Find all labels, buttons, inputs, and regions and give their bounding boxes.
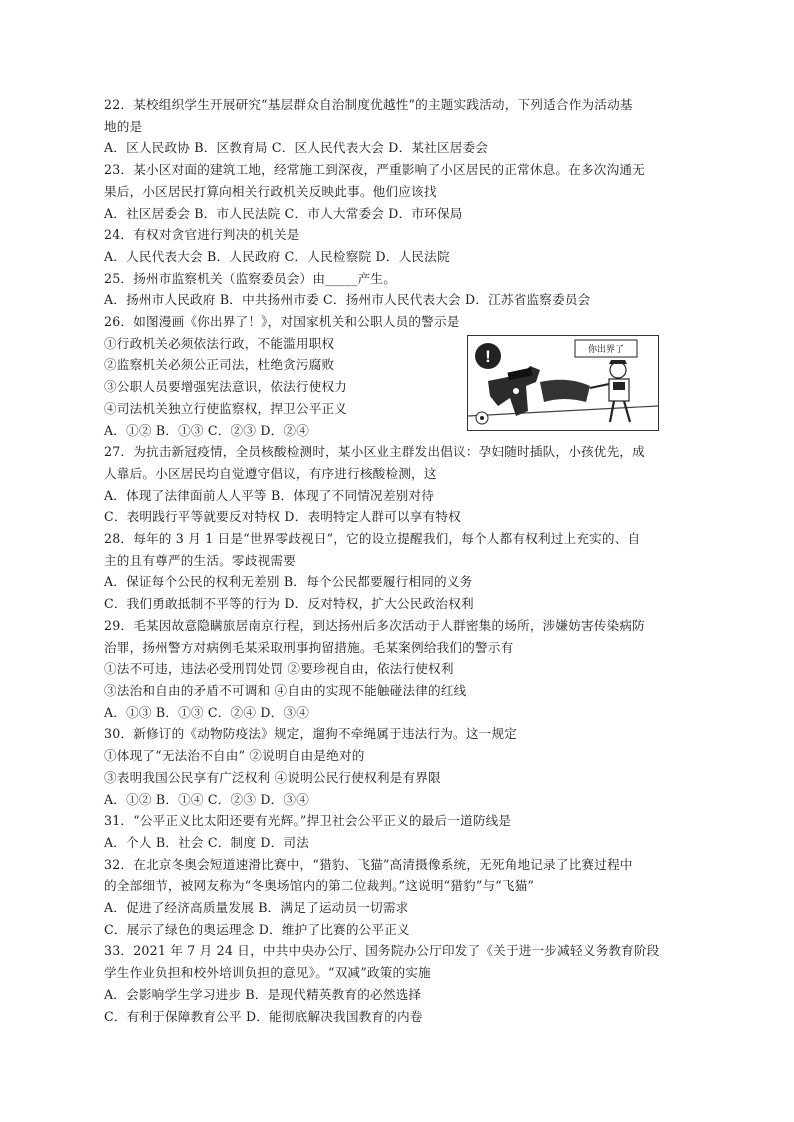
question-stem: 33．2021 年 7 月 24 日，中共中央办公厅、国务院办公厅印发了《关于进一步减轻义务教育阶段 (104, 943, 660, 959)
question-block (104, 810, 694, 853)
question-line: 的全部细节，被网友称为“冬奥场馆内的第二位裁判。”这说明“猎豹”与“飞猫” (104, 878, 535, 894)
question-stem: 26．如图漫画《你出界了！》，对国家机关和公职人员的警示是 (104, 314, 460, 330)
question-stem: 24．有权对贪官进行判决的机关是 (104, 227, 300, 243)
question-line: A．①② B．①④ C．②③ D．③④ (104, 791, 310, 807)
question-stem: 25．扬州市监察机关（监察委员会）由_____产生。 (104, 270, 396, 286)
question-line: 治罪，扬州警方对病例毛某采取刑事拘留措施。毛某案例给我们的警示有 (104, 639, 514, 655)
question-line: A．个人 B．社会 C．制度 D．司法 (104, 834, 310, 850)
question-stem: 30．新修订的《动物防疫法》规定，遛狗不牵绳属于违法行为。这一规定 (104, 726, 518, 742)
question-line: 地的是 (104, 118, 143, 134)
referee-leg-left (610, 401, 614, 422)
question-line: ①体现了“无法治不自由” ②说明自由是绝对的 (104, 748, 365, 764)
question-line: ③表明我国公民享有广泛权利 ④说明公民行使权利是有界限 (104, 769, 441, 785)
question-block (104, 94, 694, 159)
question-stem: 27．为抗击新冠疫情，全员核酸检测时，某小区业主群发出倡议：孕妇随时插队，小孩优先，成 (104, 444, 645, 460)
question-line: 主的且有尊严的生活。零歧视需要 (104, 552, 296, 568)
boundary-line (468, 406, 658, 416)
question-block (104, 854, 694, 941)
referee-head (610, 362, 626, 378)
question-block (104, 940, 694, 1027)
question-line: A．保证每个公民的权利无差别 B．每个公民都要履行相同的义务 (104, 574, 473, 590)
question-line: ①法不可违，违法必受刑罚处罚 ②要珍视自由，依法行使权利 (104, 661, 454, 677)
question-line: A．体现了法律面前人人平等 B．体现了不同情况差别对待 (104, 487, 435, 503)
question-line: A．①② B．①③ C．②③ D．②④ (104, 422, 310, 438)
question-line: ①行政机关必须依法行政，不能滥用职权 (104, 335, 335, 351)
official-eye (513, 388, 519, 394)
question-stem: 32．在北京冬奥会短道速滑比赛中，“猎豹、飞猫”高清摄像系统，无死角地记录了比赛过程中 (104, 856, 633, 872)
question-line: ④司法机关独立行使监察权，捍卫公平正义 (104, 400, 348, 416)
question-stem: 28．每年的 3 月 1 日是“世界零歧视日”，它的设立提醒我们，每个人都有权利过上充实的、自 (104, 531, 641, 547)
question-line: ②监察机关必须公正司法，杜绝贪污腐败 (104, 357, 335, 373)
question-line: A．区人民政协 B．区教育局 C．区人民代表大会 D．某社区居委会 (104, 140, 489, 156)
question-line: ③法治和自由的矛盾不可调和 ④自由的实现不能触碰法律的红线 (104, 682, 467, 698)
question-stem: 22．某校组织学生开展研究“基层群众自治制度优越性”的主题实践活动，下列适合作为活动基 (104, 97, 633, 112)
cartoon-you-are-out-of-bounds (467, 335, 659, 431)
referee-arm (590, 384, 609, 388)
question-block (104, 441, 694, 528)
question-block (104, 528, 694, 615)
question-block (104, 268, 694, 311)
exclaim-mark: ! (485, 347, 491, 366)
question-line: 人靠后。小区居民均自觉遵守倡议，有序进行核酸检测，这 (104, 465, 437, 481)
question-line: A．①③ B．①③ C．②④ D．③④ (104, 704, 310, 720)
question-block (104, 159, 694, 224)
penalty-cloth (540, 380, 590, 402)
question-line: 果后，小区居民打算向相关行政机关反映此事。他们应该找 (104, 183, 437, 199)
question-stem: 31．“公平正义比太阳还要有光辉。”捍卫社会公平正义的最后一道防线是 (104, 813, 512, 829)
question-line: ③公职人员要增强宪法意识，依法行使权力 (104, 379, 348, 395)
caption-text: 你出界了 (587, 345, 625, 355)
question-stem: 29．毛某因故意隐瞒旅居南京行程，到达扬州后多次活动于人群密集的场所，涉嫌妨害传染病防 (104, 617, 645, 633)
question-stem: 23．某小区对面的建筑工地，经常施工到深夜，严重影响了小区居民的正常休息。在多次沟通无 (104, 162, 645, 178)
question-line: A．促进了经济高质量发展 B．满足了运动员一切需求 (104, 900, 409, 916)
question-block (104, 224, 694, 267)
question-line: A．人民代表大会 B．人民政府 C．人民检察院 D．人民法院 (104, 248, 450, 264)
question-line: 学生作业负担和校外培训负担的意见》。“双减”政策的实施 (104, 965, 431, 981)
question-line: C．展示了绿色的奥运理念 D．维护了比赛的公平正义 (104, 921, 410, 937)
question-block (104, 615, 694, 724)
referee-leg-right (624, 401, 630, 422)
question-line: A．会影响学生学习进步 B．是现代精英教育的必然选择 (104, 986, 422, 1002)
question-line: C．我们勇敢抵制不平等的行为 D．反对特权，扩大公民政治权利 (104, 596, 474, 612)
exam-page (104, 94, 694, 1027)
question-line: A．社区居委会 B．市人民法院 C．市人大常委会 D．市环保局 (104, 205, 463, 221)
question-block (104, 723, 694, 810)
question-line: C．有利于保障教育公平 D．能彻底解决我国教育的内卷 (104, 1008, 423, 1024)
question-line: A．扬州市人民政府 B．中共扬州市委 C．扬州市人民代表大会 D．江苏省监察委员会 (104, 292, 591, 308)
question-line: C．表明践行平等就要反对特权 D．表明特定人群可以享有特权 (104, 509, 461, 525)
cartoon-drawing (468, 336, 658, 430)
